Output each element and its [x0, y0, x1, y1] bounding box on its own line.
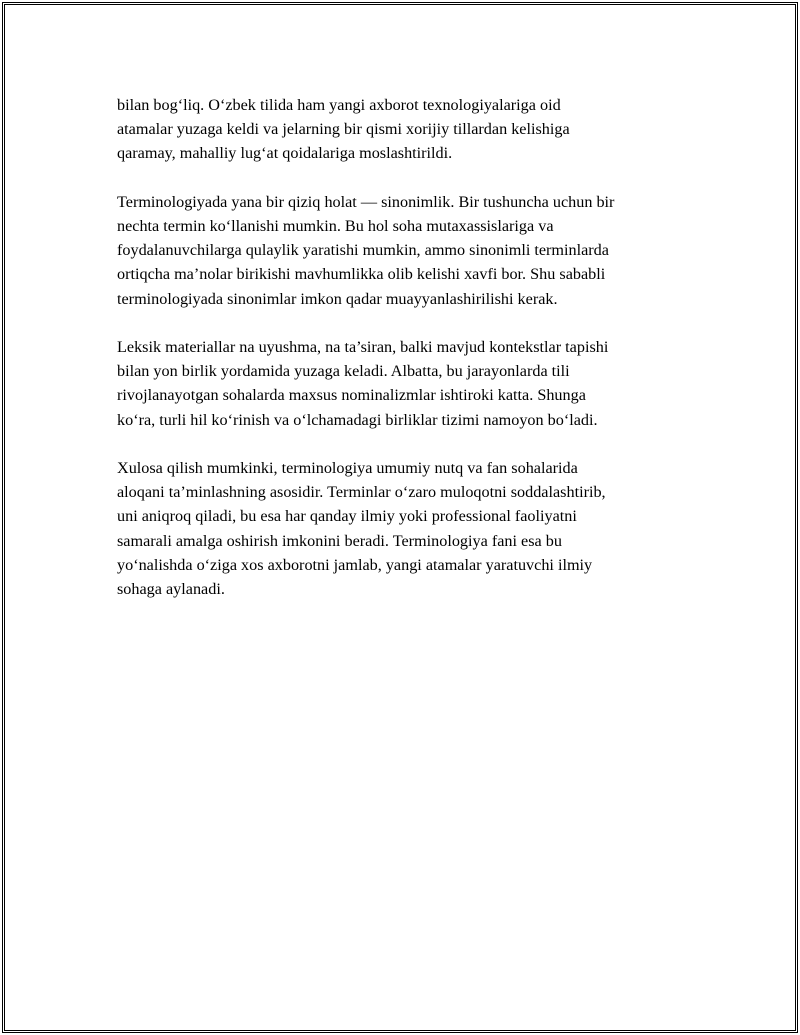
- text-line: nechta termin ko‘llanishi mumkin. Bu hol soha mutaxassislariga va: [117, 217, 554, 235]
- text-line: atamalar yuzaga keldi va jelarning bir qismi xorijiy tillardan kelishiga: [117, 120, 570, 139]
- text-line: Leksik materiallar na uyushma, na ta’siran, balki mavjud kontekstlar tapishi: [117, 338, 609, 356]
- text-line: aloqani ta’minlashning asosidir. Terminlar o‘zaro muloqotni soddalashtirib,: [117, 483, 606, 502]
- text-line: yo‘nalishda o‘ziga xos axborotni jamlab, yangi atamalar yaratuvchi ilmiy: [117, 555, 593, 574]
- text-line: uni aniqroq qiladi, bu esa har qanday ilmiy yoki professional faoliyatni: [117, 507, 577, 526]
- text-line: Xulosa qilish mumkinki, terminologiya umumiy nutq va fan sohalarida: [117, 459, 578, 477]
- paragraph-1: [117, 93, 697, 166]
- paragraph-3: [117, 335, 697, 432]
- text-line: ko‘ra, turli hil ko‘rinish va o‘lchamadagi birliklar tizimi namoyon bo‘ladi.: [117, 410, 598, 429]
- text-line: terminologiyada sinonimlar imkon qadar muayyanlashirilishi kerak.: [117, 289, 558, 308]
- document-body: [117, 93, 697, 625]
- paragraph-2: [117, 190, 697, 311]
- paragraph-4: [117, 456, 697, 601]
- text-line: Terminologiyada yana bir qiziq holat — sinonimlik. Bir tushuncha uchun bir: [117, 192, 615, 211]
- text-line: bilan bog‘liq. O‘zbek tilida ham yangi axborot texnologiyalariga oid: [117, 96, 561, 114]
- text-line: bilan yon birlik yordamida yuzaga keladi. Albatta, bu jarayonlarda tili: [117, 362, 570, 381]
- text-line: sohaga aylanadi.: [117, 580, 225, 599]
- text-line: foydalanuvchilarga qulaylik yaratishi mumkin, ammo sinonimli terminlarda: [117, 241, 609, 260]
- text-line: ortiqcha ma’nolar birikishi mavhumlikka olib kelishi xavfi bor. Shu sababli: [117, 265, 606, 284]
- text-line: qaramay, mahalliy lug‘at qoidalariga moslashtirildi.: [117, 144, 453, 163]
- text-line: rivojlanayotgan sohalarda maxsus nominalizmlar ishtiroki katta. Shunga: [117, 386, 586, 405]
- text-line: samarali amalga oshirish imkonini beradi. Terminologiya fani esa bu: [117, 531, 562, 550]
